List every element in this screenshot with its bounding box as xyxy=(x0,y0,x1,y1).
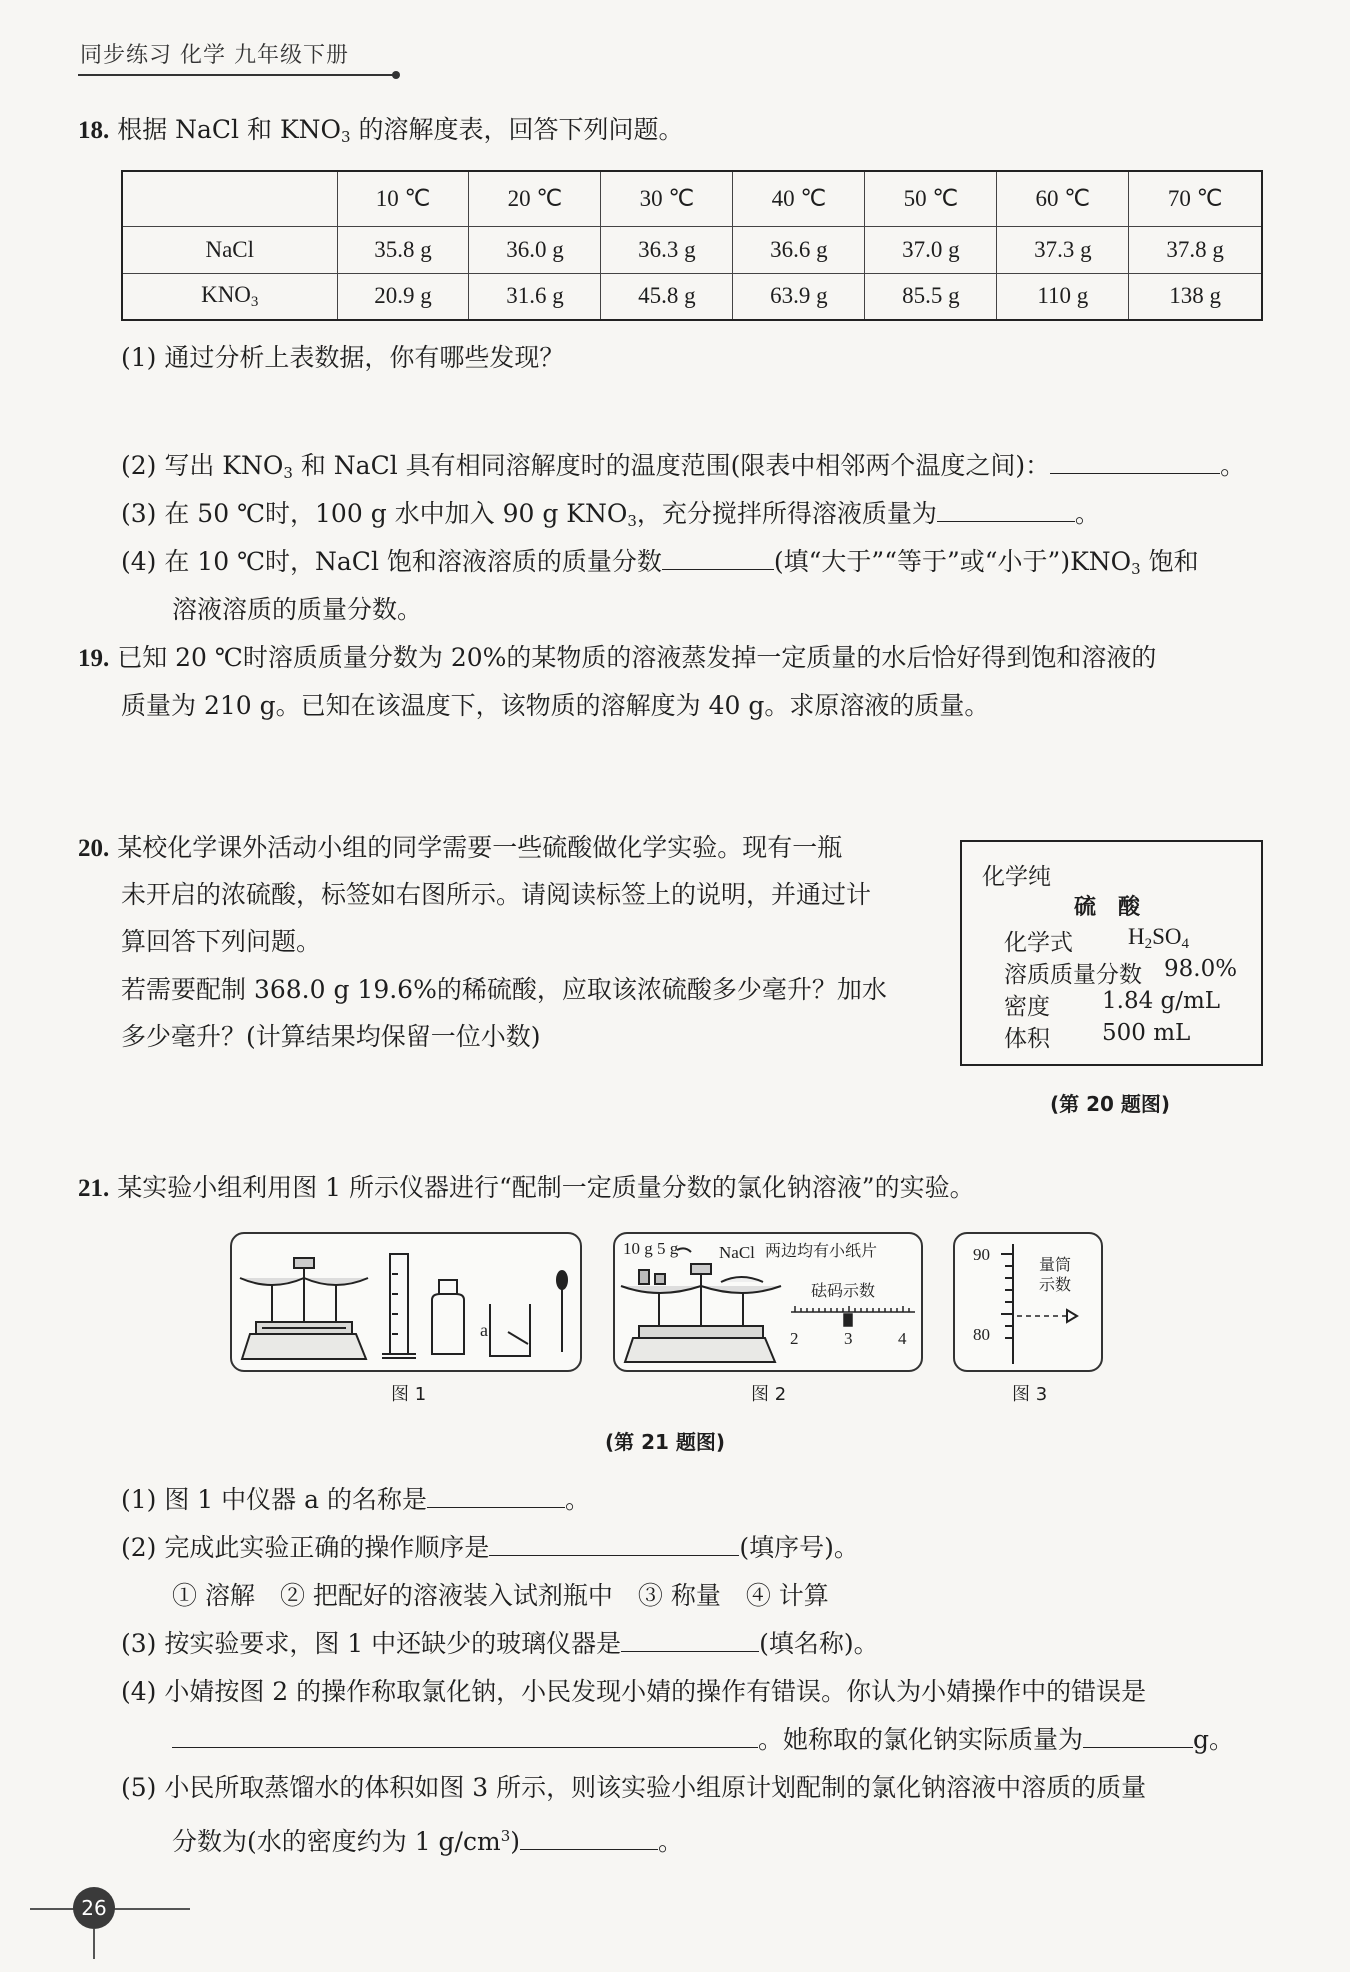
header-rule xyxy=(78,74,396,76)
fig3-caption: 图 3 xyxy=(1012,1384,1048,1405)
fig1-label-a: a xyxy=(480,1320,488,1340)
table-header-cell: 20 ℃ xyxy=(469,171,601,226)
label-fraction-val: 98.0% xyxy=(1164,956,1238,982)
label-fraction-key: 溶质质量分数 xyxy=(1004,962,1142,988)
table-cell: 138 g xyxy=(1129,273,1262,320)
q19-line2: 质量为 210 g。已知在该温度下，该物质的溶解度为 40 g。求原溶液的质量。 xyxy=(121,691,990,720)
fig3-note-line2: 示数 xyxy=(1039,1275,1072,1294)
table-cell: 31.6 g xyxy=(469,273,601,320)
table-row-nacl xyxy=(122,226,1262,273)
label-formula-key: 化学式 xyxy=(1004,930,1073,956)
q20-line3: 算回答下列问题。 xyxy=(121,927,322,956)
figure-1 xyxy=(230,1232,582,1372)
label-formula-val: $H_2SO_4$ xyxy=(1128,924,1190,952)
table-cell: 37.3 g xyxy=(997,226,1129,273)
q20-caption: (第 20 题图) xyxy=(1050,1092,1171,1116)
fig3-top-mark: 90 xyxy=(973,1245,990,1264)
answer-blank[interactable] xyxy=(621,1626,759,1652)
table-cell: 35.8 g xyxy=(337,226,469,273)
table-cell: 37.8 g xyxy=(1129,226,1262,273)
label-volume-key: 体积 xyxy=(1004,1026,1050,1052)
label-name: 硫 酸 xyxy=(1074,895,1141,920)
table-row-kno3 xyxy=(122,273,1262,320)
table-cell: 85.5 g xyxy=(865,273,997,320)
fig2-paper-note: 两边均有小纸片 xyxy=(765,1241,878,1260)
q20-line2: 未开启的浓硫酸，标签如右图所示。请阅读标签上的说明，并通过计 xyxy=(121,880,872,909)
table-header-cell: 10 ℃ xyxy=(337,171,469,226)
table-cell: 36.0 g xyxy=(469,226,601,273)
figure-3 xyxy=(953,1232,1103,1372)
lab-apparatus-illustration xyxy=(232,1234,582,1372)
answer-blank[interactable] xyxy=(520,1824,658,1850)
q21-part4-cont: 。她称取的氯化钠实际质量为 g。 xyxy=(172,1722,1234,1758)
label-density-key: 密度 xyxy=(1004,994,1050,1020)
fig2-caption: 图 2 xyxy=(751,1384,787,1405)
cylinder-reading-illustration xyxy=(955,1234,1103,1372)
q18-part2: (2) 写出 $KNO_3$ 和 NaCl 具有相同溶解度时的温度范围(限表中相邻两个温度之间)： 。 xyxy=(121,448,1245,491)
fig3-bottom-mark: 80 xyxy=(973,1325,990,1344)
q18-part4-cont: 溶液溶质的质量分数。 xyxy=(172,595,423,624)
row-label-kno3: $KNO_3$ xyxy=(122,273,337,320)
row-label-nacl: NaCl xyxy=(122,226,337,273)
label-density-val: 1.84 g/mL xyxy=(1102,988,1221,1014)
table-header-cell: 70 ℃ xyxy=(1129,171,1262,226)
footer-stem xyxy=(93,1929,95,1959)
q21-number: 21. xyxy=(78,1175,110,1202)
fig2-tick: 3 xyxy=(844,1329,853,1348)
fig3-note-line1: 量筒 xyxy=(1039,1255,1072,1274)
table-cell: 37.0 g xyxy=(865,226,997,273)
table-header-cell: 40 ℃ xyxy=(733,171,865,226)
page-number: 26 xyxy=(73,1887,115,1929)
answer-blank[interactable] xyxy=(427,1482,565,1508)
q19-line1: 19. 已知 20 ℃时溶质质量分数为 20%的某物质的溶液蒸发掉一定质量的水后恰好得到饱和溶液的 xyxy=(78,643,1157,672)
q21-part1: (1) 图 1 中仪器 a 的名称是 。 xyxy=(121,1482,590,1518)
q21-part2: (2) 完成此实验正确的操作顺序是 (填序号)。 xyxy=(121,1530,859,1566)
table-header-row xyxy=(122,171,1262,226)
running-header: 同步练习 化学 九年级下册 xyxy=(80,43,349,68)
answer-blank[interactable] xyxy=(172,1722,758,1748)
q18-number: 18. xyxy=(78,117,110,144)
table-cell: 36.3 g xyxy=(601,226,733,273)
fig1-caption: 图 1 xyxy=(391,1384,427,1405)
q19-number: 19. xyxy=(78,645,110,672)
table-cell: 63.9 g xyxy=(733,273,865,320)
q21-stem: 21. 某实验小组利用图 1 所示仪器进行“配制一定质量分数的氯化钠溶液”的实验。 xyxy=(78,1173,975,1202)
balance-weighing-illustration xyxy=(615,1234,923,1372)
q21-part3: (3) 按实验要求，图 1 中还缺少的玻璃仪器是 (填名称)。 xyxy=(121,1626,879,1662)
table-header-cell: 50 ℃ xyxy=(865,171,997,226)
q20-number: 20. xyxy=(78,835,110,862)
table-corner-cell xyxy=(122,171,337,226)
q21-part2-options: ① 溶解 ② 把配好的溶液装入试剂瓶中 ③ 称量 ④ 计算 xyxy=(172,1581,829,1610)
q20-line1: 20. 某校化学课外活动小组的同学需要一些硫酸做化学实验。现有一瓶 xyxy=(78,833,843,862)
q20-line4: 若需要配制 368.0 g 19.6%的稀硫酸，应取该浓硫酸多少毫升？加水 xyxy=(121,975,887,1004)
acid-label xyxy=(960,840,1263,1066)
answer-blank[interactable] xyxy=(1050,448,1220,474)
q20-line5: 多少毫升？(计算结果均保留一位小数) xyxy=(121,1022,541,1051)
header-dot xyxy=(392,71,400,79)
q18-part3: (3) 在 50 ℃时，100 g 水中加入 90 g $KNO_3$，充分搅拌所得溶液质量为 。 xyxy=(121,496,1100,539)
fig2-weights: 10 g 5 g xyxy=(623,1239,679,1258)
q18-part4: (4) 在 10 ℃时，NaCl 饱和溶液溶质的质量分数 (填“大于”“等于”或“小于$”)KNO_3$ 饱和 xyxy=(121,544,1199,587)
solubility-table xyxy=(121,170,1263,321)
q21-part5-cont: 分数为(水的密度约为 1 $g/cm^3$) 。 xyxy=(172,1818,683,1860)
table-cell: 45.8 g xyxy=(601,273,733,320)
fig2-tick: 4 xyxy=(898,1329,907,1348)
fig2-nacl: NaCl xyxy=(719,1243,755,1262)
answer-blank[interactable] xyxy=(1083,1722,1193,1748)
q18-part1: (1) 通过分析上表数据，你有哪些发现？ xyxy=(121,343,565,372)
label-volume-val: 500 mL xyxy=(1102,1020,1191,1046)
q21-caption: (第 21 题图) xyxy=(605,1430,726,1454)
answer-blank[interactable] xyxy=(489,1530,739,1556)
q21-part4: (4) 小婧按图 2 的操作称取氯化钠，小民发现小婧的操作有错误。你认为小婧操作中的错误是 xyxy=(121,1677,1147,1706)
answer-blank[interactable] xyxy=(662,544,774,570)
table-header-cell: 60 ℃ xyxy=(997,171,1129,226)
q21-part5: (5) 小民所取蒸馏水的体积如图 3 所示，则该实验小组原计划配制的氯化钠溶液中溶质的质量 xyxy=(121,1773,1147,1802)
figure-2 xyxy=(613,1232,923,1372)
table-cell: 36.6 g xyxy=(733,226,865,273)
table-cell: 110 g xyxy=(997,273,1129,320)
q18-stem: 18. 根据 NaCl 和 $KNO_3$ 的溶解度表，回答下列问题。 xyxy=(78,115,684,146)
answer-blank[interactable] xyxy=(937,496,1075,522)
table-cell: 20.9 g xyxy=(337,273,469,320)
label-grade: 化学纯 xyxy=(982,864,1051,890)
fig2-tick: 2 xyxy=(790,1329,799,1348)
table-header-cell: 30 ℃ xyxy=(601,171,733,226)
fig2-rider-note: 砝码示数 xyxy=(811,1281,876,1300)
